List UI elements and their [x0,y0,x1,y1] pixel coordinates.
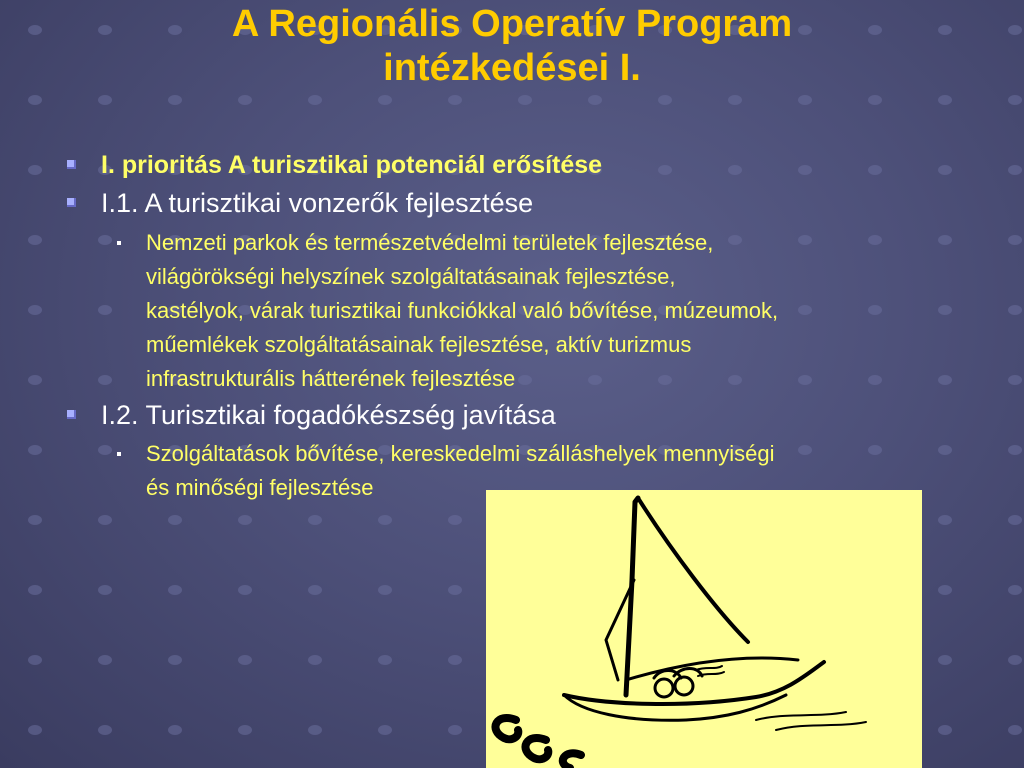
square-bullet-icon [67,198,76,207]
list-item-text: I.1. A turisztikai vonzerők fejlesztése [101,188,534,218]
list-item-text: I.2. Turisztikai fogadókészség javítása [101,400,556,430]
sub-list-line: műemlékek szolgáltatásainak fejlesztése, aktív turizmus [146,332,692,357]
sub-list-line: világörökségi helyszínek szolgáltatásainak fejlesztése, [146,264,676,289]
small-bullet-icon [117,241,121,245]
sub-list-line: kastélyok, várak turisztikai funkciókkal való bővítése, múzeumok, [146,298,779,323]
square-bullet-icon [67,160,76,169]
sub-list-line: Nemzeti parkok és természetvédelmi területek fejlesztése, [146,230,714,255]
sub-list-line: infrastrukturális hátterének fejlesztése [146,366,516,391]
list-item-measure-2 [101,400,981,430]
list-item-priority [101,150,981,180]
square-bullet-icon [67,410,76,419]
list-item-text: I. prioritás A turisztikai potenciál erősítése [101,151,603,179]
slide-title-line-2: intézkedései I. [383,47,641,89]
list-item-measure-1 [101,188,981,218]
small-bullet-icon [117,452,121,456]
sub-list-line: és minőségi fejlesztése [146,475,374,500]
sub-list-item-attractions [146,226,976,396]
slide-title-line-1: A Regionális Operatív Program [231,3,793,45]
sub-list-line: Szolgáltatások bővítése, kereskedelmi szálláshelyek mennyiségi [146,441,775,466]
sailboat-clipart-icon [486,490,922,768]
